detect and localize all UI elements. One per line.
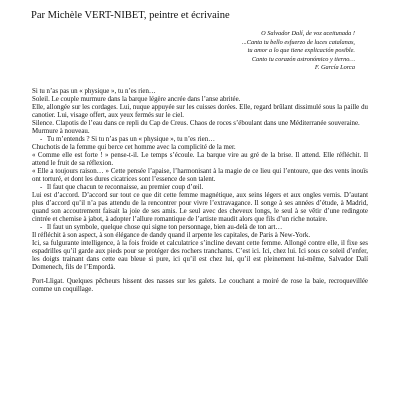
paragraph: Murmure à nouveau. — [32, 128, 90, 135]
epigraph-line: tu amor a lo que tiene explicación posible. — [247, 47, 355, 55]
paragraph: Silence. Clapotis de l’eau dans ce repli du Cap de Creus. Chaos de roces s’éboulant dans une Méditerranée souveraine. — [32, 120, 360, 127]
paragraph: Soleil. Le couple murmure dans la barque légère ancrée dans l’anse abritée. — [32, 96, 241, 103]
paragraph: Elle, allongée sur les cordages. Lui, nuque appuyée sur les cuisses dorées. Elle, regard brûlant dissimulé sous la paille du canotier. Lui, visage offert, aux yeux fermés sur le ciel. — [32, 104, 368, 119]
paragraph: Il réfléchit à son aspect, à son élégance de dandy quand il arpente les capitales, de Paris à New-York. — [32, 232, 311, 239]
epigraph-line: ...Canta tu bello esfuerzo de luces catalanas, — [242, 38, 355, 46]
paragraph: Lui est d’accord. D’accord sur tout ce que dit cette femme magnétique, aux seins légers et aux ongles vernis. D’autant plus d’accord qu’il n’a pas attendu de la rencontrer pour vivre l’extravagance. Il songe à ses années d’étude, à Madrid, quand son accoutrement faisait la joie de ses amis. Le seul avec des cheveux longs, le seul à se vêtir d’une redingote cintrée et chemise à jabot, à adopter l’allure romantique de l’artiste maudit alors que fils d’un riche notaire. — [32, 192, 368, 223]
paragraph: Ici, sa fulgurante intelligence, à la fois froide et calculatrice s’incline devant cette femme. Allongé contre elle, il fixe ses espadrilles qu’il garde aux pieds pour se protéger des rochers tranchants. C’est ici. Ici, chez lui. Ici sous ce soleil d’enfer, les doigts trainant dans cette eau bleue si pure, ici qu’il est chez lui, qu’il est pleinement lui-même, Salvador Dalí Domenech, fils de l’Empordà. — [32, 240, 368, 271]
body-text — [32, 88, 368, 294]
dialogue-line: - Il faut que chacun te reconnaisse, au premier coup d’œil. — [40, 184, 204, 191]
epigraph-line: Canto tu corazón astronómico y tierno… — [251, 55, 355, 63]
dialogue-line: - Il faut un symbole, quelque chose qui signe ton personnage, bien au-delà de ton art… — [40, 224, 283, 231]
epigraph — [242, 30, 355, 73]
paragraph: Si tu n’as pas un « physique », tu n’es rien… — [32, 88, 156, 95]
dialogue-line: - Tu m’entends ? Si tu n’as pas un « physique », tu n’es rien… — [40, 136, 216, 143]
paragraph: « Elle a toujours raison… » Cette pensée l’apaise, l’harmonisant à la magie de ce lieu qui l’entoure, que des vents inouïs ont torturé, et dont les dures cicatrices sont l’essence de son talent. — [32, 168, 368, 183]
paragraph: Chuchotis de la femme qui berce cet homme avec la complicité de la mer. — [32, 144, 236, 151]
paragraph: « Comme elle est forte ! » pense-t-il. Le temps s’écoule. La barque vire au gré de la brise. Il attend. Elle réfléchit. Il attend le fruit de sa réflexion. — [32, 152, 368, 167]
paragraph: Port-Lligat. Quelques pêcheurs hissent des nasses sur les galets. Le couchant a moiré de rose la baie, recroquevillée comme un coquillage. — [32, 278, 368, 293]
epigraph-author: F. García Lorca — [314, 64, 355, 72]
page-title: Par Michèle VERT-NIBET, peintre et écrivaine — [31, 10, 230, 21]
epigraph-line: O Salvador Dalí, de voz aceitunada ! — [261, 30, 355, 37]
